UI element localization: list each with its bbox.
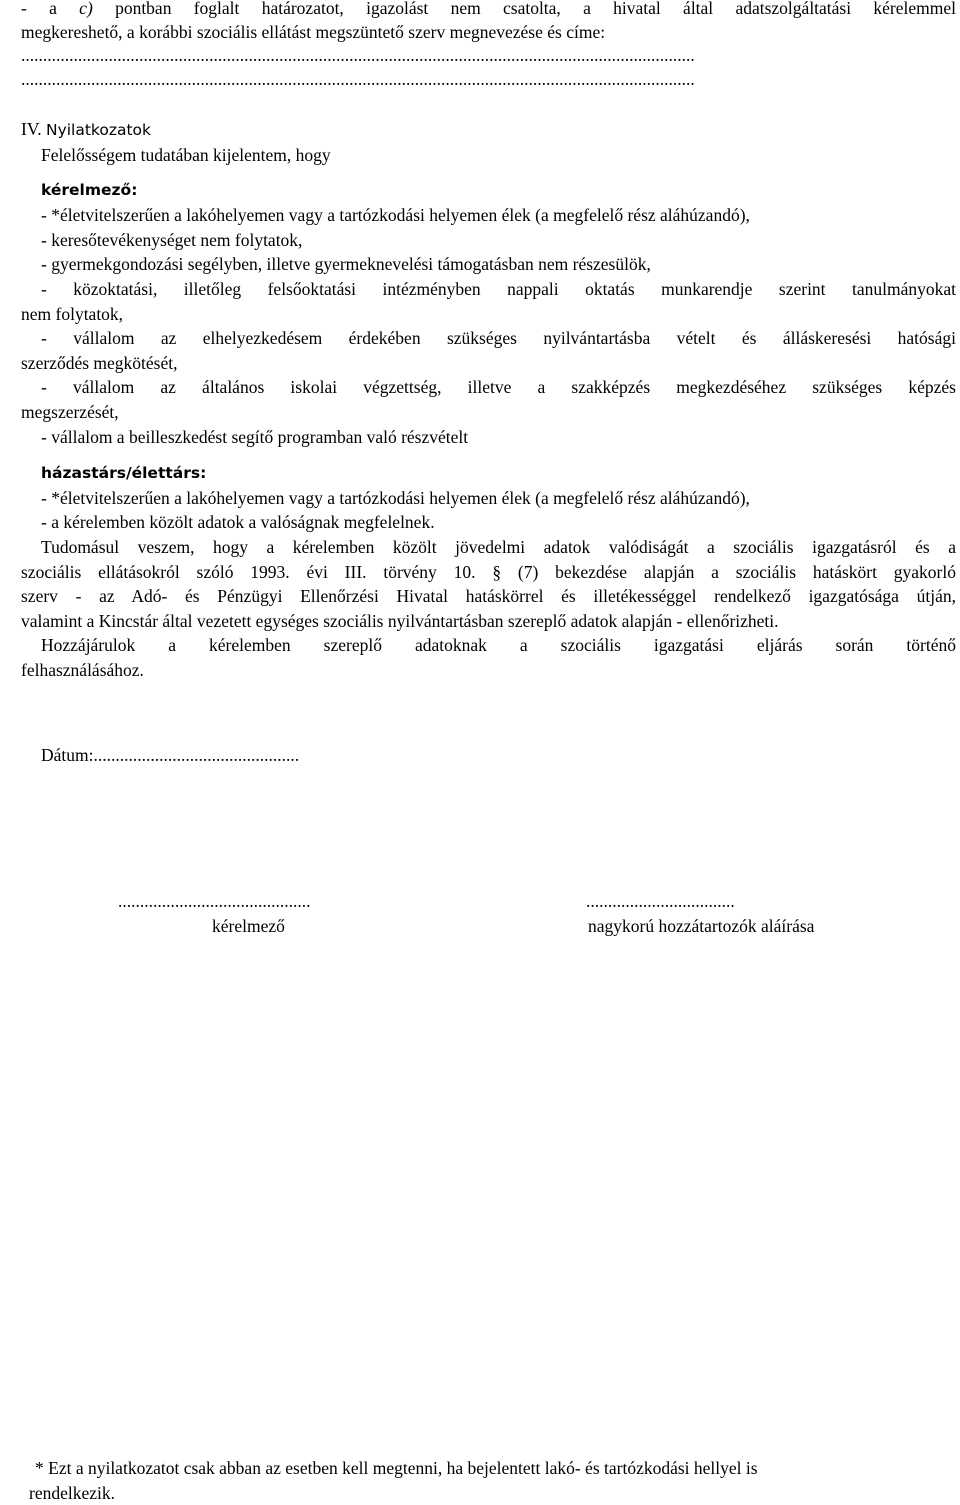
applicant-item-1: - *életvitelszerűen a lakóhelyemen vagy a tartózkodási helyemen élek (a megfelelő rész aláhúzandó),: [41, 205, 750, 225]
ack-line-4: valamint a Kincstár által vezetett egységes szociális nyilvántartásban szereplő adatok alapján - ellenőrizheti.: [21, 611, 779, 631]
applicant-item-2: - keresőtevékenységet nem folytatok,: [41, 230, 303, 250]
applicant-item-4-line-2: nem folytatok,: [21, 304, 124, 324]
date-dots: ...............................................: [93, 745, 300, 765]
applicant-item-5-line-1: - vállalom az elhelyezkedésem érdekében szükséges nyilvántartásba vételt és álláskeresési hatósági: [41, 328, 956, 348]
ack-line-1: Tudomásul veszem, hogy a kérelemben közölt jövedelmi adatok valódiságát a szociális igazgatásról és a: [41, 537, 956, 557]
address-dots-1: ..........................................................................................................................................................: [21, 45, 695, 65]
prev-line-1: [21, 0, 956, 21]
spouse-label: házastárs/élettárs:: [41, 464, 207, 482]
prev-line-2: megkereshető, a korábbi szociális ellátást megszüntető szerv megnevezése és címe:: [21, 22, 606, 42]
applicant-item-6-line-1: - vállalom az általános iskolai végzettség, illetve a szakképzés megkezdéséhez szükséges képzés: [41, 377, 956, 397]
section-number: IV.: [21, 119, 42, 139]
address-dots-2: ..........................................................................................................................................................: [21, 69, 695, 89]
date-label: Dátum:: [41, 745, 94, 765]
applicant-signature-label: kérelmező: [212, 916, 285, 936]
prev-line-1-pre: - a: [21, 0, 80, 18]
date-field: [41, 743, 299, 767]
consent-line-2: felhasználásához.: [21, 660, 144, 680]
section-intro: Felelősségem tudatában kijelentem, hogy: [41, 145, 331, 165]
ack-line-2: szociális ellátásokról szóló 1993. évi III. törvény 10. § (7) bekezdése alapján a szociális hatáskört gyakorló: [21, 562, 956, 582]
relatives-signature-dots: ..................................: [586, 891, 735, 911]
consent-line-1: Hozzájárulok a kérelemben szereplő adatoknak a szociális igazgatási eljárás során történő: [41, 635, 956, 655]
footnote-line-1: * Ezt a nyilatkozatot csak abban az esetben kell megtenni, ha bejelentett lakó- és tartózkodási hellyel is: [35, 1458, 758, 1478]
spouse-item-2: - a kérelemben közölt adatok a valóságnak megfelelnek.: [41, 512, 435, 532]
applicant-signature-dots: ............................................: [118, 891, 311, 911]
applicant-item-3: - gyermekgondozási segélyben, illetve gyermeknevelési támogatásban nem részesülök,: [41, 254, 651, 274]
spouse-item-1: - *életvitelszerűen a lakóhelyemen vagy a tartózkodási helyemen élek (a megfelelő rész aláhúzandó),: [41, 488, 750, 508]
footnote-line-2: rendelkezik.: [29, 1483, 115, 1503]
prev-line-1-post: pontban foglalt határozatot, igazolást nem csatolta, a hivatal által adatszolgáltatási kérelemmel: [92, 0, 956, 18]
relatives-signature-label: nagykorú hozzátartozók aláírása: [588, 916, 815, 936]
applicant-item-5-line-2: szerződés megkötését,: [21, 353, 178, 373]
applicant-item-7: - vállalom a beilleszkedést segítő programban való részvételt: [41, 427, 469, 447]
applicant-label: kérelmező:: [41, 181, 138, 199]
applicant-item-4-line-1: - közoktatási, illetőleg felsőoktatási intézményben nappali oktatás munkarendje szerint tanulmányokat: [41, 279, 956, 299]
applicant-item-6-line-2: megszerzését,: [21, 402, 119, 422]
prev-line-1-italic: c): [79, 0, 93, 18]
ack-line-3: szerv - az Adó- és Pénzügyi Ellenőrzési Hivatal hatáskörrel és illetékességgel rendelkező igazgatósága útján,: [21, 586, 956, 606]
section-title: Nyilatkozatok: [45, 121, 152, 139]
section-heading: [21, 117, 956, 143]
